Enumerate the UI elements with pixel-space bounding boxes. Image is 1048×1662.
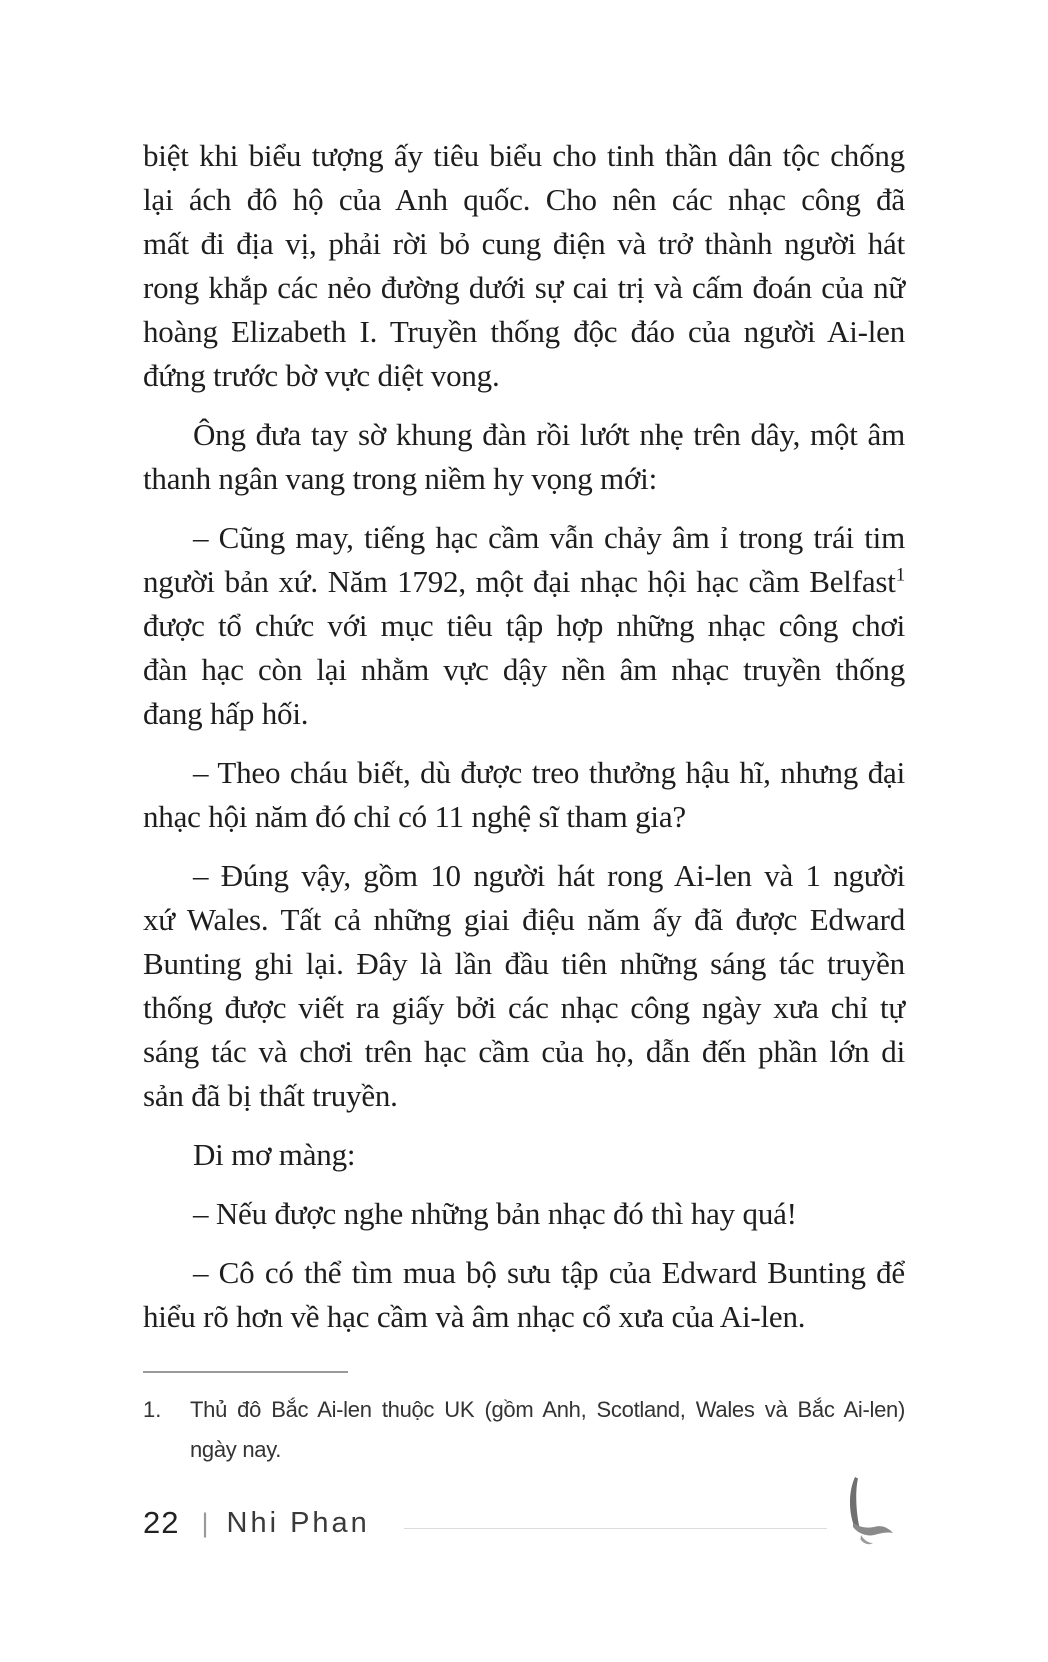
text-line: xứ Wales. Tất cả những giai điệu năm ấy đã được Edward (143, 902, 905, 937)
footnote-line: Thủ đô Bắc Ai-len thuộc UK (gồm Anh, Scotland, Wales và Bắc Ai-len) (190, 1397, 905, 1422)
text-line: mất đi địa vị, phải rời bỏ cung điện và trở thành người hát (143, 226, 905, 261)
text-line: lại ách đô hộ của Anh quốc. Cho nên các nhạc công đã (143, 182, 905, 217)
footnote-marker: 1. (143, 1397, 162, 1422)
paragraph-6 (143, 1133, 905, 1177)
text-line: – Đúng vậy, gồm 10 người hát rong Ai-len và 1 người (193, 858, 905, 893)
text-line: hiểu rõ hơn về hạc cầm và âm nhạc cổ xưa của Ai-len. (143, 1299, 806, 1334)
text-line: – Nếu được nghe những bản nhạc đó thì hay quá! (193, 1196, 797, 1231)
text-line: Ông đưa tay sờ khung đàn rồi lướt nhẹ trên dây, một âm (193, 417, 905, 452)
paragraph-2 (143, 413, 905, 501)
text-line (143, 560, 905, 604)
text-line: đàn hạc còn lại nhằm vực dậy nền âm nhạc truyền thống (143, 652, 905, 687)
text-line: – Theo cháu biết, dù được treo thưởng hậu hĩ, nhưng đại (193, 755, 905, 790)
text-line: Bunting ghi lại. Đây là lần đầu tiên những sáng tác truyền (143, 946, 905, 981)
text-line: nhạc hội năm đó chỉ có 11 nghệ sĩ tham gia? (143, 799, 686, 834)
paragraph-3 (143, 516, 905, 736)
footer-author-name: Nhi Phan (226, 1506, 370, 1539)
text-line: – Cũng may, tiếng hạc cầm vẫn chảy âm ỉ trong trái tim (193, 520, 905, 555)
text-line: được tổ chức với mục tiêu tập hợp những nhạc công chơi (143, 608, 905, 643)
footnote-line: ngày nay. (190, 1437, 282, 1462)
paragraph-5 (143, 854, 905, 1118)
text-line: rong khắp các nẻo đường dưới sự cai trị và cấm đoán của nữ (143, 270, 905, 305)
footer-rule (404, 1528, 827, 1529)
paragraph-8 (143, 1251, 905, 1339)
footnote-ref-superscript: 1 (895, 564, 905, 586)
text-line: sản đã bị thất truyền. (143, 1078, 398, 1113)
page-footer (143, 1505, 905, 1541)
text-line: – Cô có thể tìm mua bộ sưu tập của Edward Bunting để (193, 1255, 905, 1290)
text-line: biệt khi biểu tượng ấy tiêu biểu cho tinh thần dân tộc chống (143, 138, 905, 173)
text-line: thống được viết ra giấy bởi các nhạc công ngày xưa chỉ tự (143, 990, 905, 1025)
text-line: đang hấp hối. (143, 696, 309, 731)
paragraph-1 (143, 134, 905, 398)
footnote-divider (143, 1371, 348, 1373)
flying-bird-icon (840, 1476, 896, 1557)
paragraph-7 (143, 1192, 905, 1236)
text-segment: người bản xứ. Năm 1792, một đại nhạc hội hạc cầm Belfast (143, 564, 896, 599)
text-line: đứng trước bờ vực diệt vong. (143, 358, 500, 393)
footer-separator: | (201, 1507, 209, 1538)
text-line: sáng tác và chơi trên hạc cầm của họ, dẫn đến phần lớn di (143, 1034, 905, 1069)
text-line: Di mơ màng: (193, 1137, 356, 1172)
text-line: thanh ngân vang trong niềm hy vọng mới: (143, 461, 657, 496)
text-line: hoàng Elizabeth I. Truyền thống độc đáo của người Ai-len (143, 314, 905, 349)
body-text (143, 134, 905, 1470)
footnote (143, 1390, 905, 1470)
page-number: 22 (143, 1505, 180, 1540)
paragraph-4 (143, 751, 905, 839)
